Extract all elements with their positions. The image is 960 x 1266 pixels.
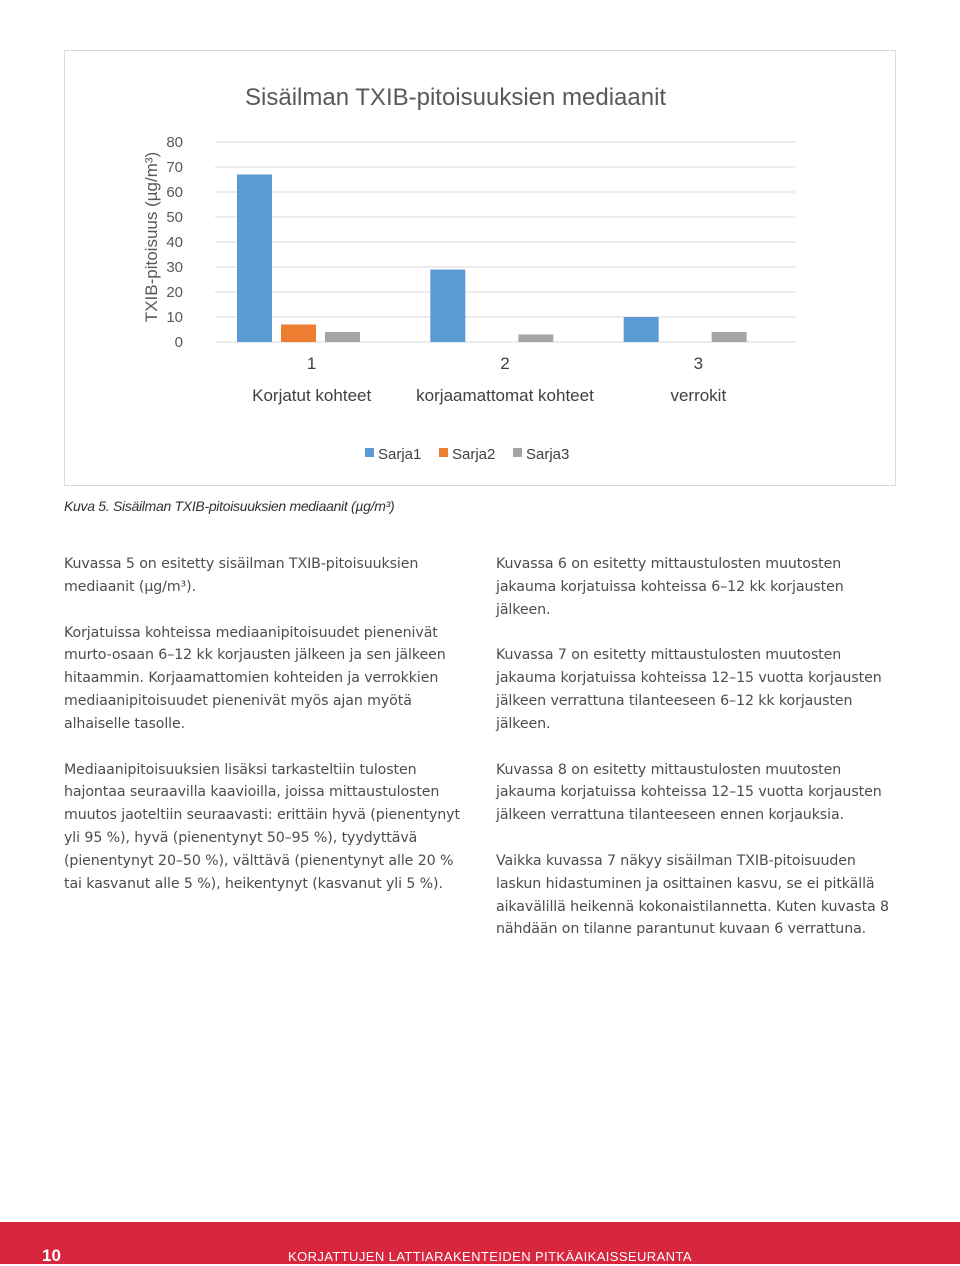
y-tick-label: 10 xyxy=(166,309,183,326)
legend-label: Sarja2 xyxy=(452,446,496,463)
legend-swatch-sarja3 xyxy=(513,448,522,457)
chart-title: Sisäilman TXIB-pitoisuuksien mediaanit xyxy=(245,84,667,111)
x-category-label: korjaamattomat kohteet xyxy=(416,386,594,405)
legend-swatch-sarja2 xyxy=(439,448,448,457)
y-tick-label: 50 xyxy=(166,209,183,226)
y-tick-labels xyxy=(166,134,183,351)
bar-sarja1-cat-1 xyxy=(237,175,272,343)
x-category-label: Korjatut kohteet xyxy=(252,386,372,405)
paragraph: Kuvassa 8 on esitetty mittaustulosten muutosten jakauma korjatuissa kohteissa 12–15 vuotta korjausten jälkeen verrattuna tilanteeseen ennen korjauksia. xyxy=(496,761,882,824)
y-tick-label: 60 xyxy=(166,184,183,201)
x-category-label: verrokit xyxy=(670,386,727,405)
legend-swatch-sarja1 xyxy=(365,448,374,457)
paragraph: Mediaanipitoisuuksien lisäksi tarkasteltiin tulosten hajontaa seuraavilla kaavioilla, joissa mittaustulosten muutos jaoteltiin seuraavasti: erittäin hyvä (pienentynyt yli 95 %), hyvä (pienentynyt 50–95 %), tyydyttävä (pienentynyt 20–50 %), välttävä (pienentynyt alle 20 % tai kasvanut alle 5 %), heikentynyt (kasvanut yli 5 %). xyxy=(64,761,460,892)
legend xyxy=(365,446,569,463)
chart-container xyxy=(64,50,896,486)
publication-title: KORJATTUJEN LATTIARAKENTEIDEN PITKÄAIKAISSEURANTA xyxy=(288,1249,692,1264)
paragraph: Kuvassa 7 on esitetty mittaustulosten muutosten jakauma korjatuissa kohteissa 12–15 vuotta korjausten jälkeen verrattuna tilanteeseen 6–12 kk korjausten jälkeen. xyxy=(496,647,882,732)
paragraph: Korjatuissa kohteissa mediaanipitoisuudet pienenivät murto-osaan 6–12 kk korjausten jälkeen ja sen jälkeen hitaammin. Korjaamattomien kohteiden ja verrokkien mediaanipitoisuudet pienenivät myös ajan myötä alhaiselle tasolle. xyxy=(64,624,446,732)
y-axis-label: TXIB-pitoisuus (µg/m³) xyxy=(142,151,161,323)
x-tick-label: 1 xyxy=(306,354,317,373)
legend-label: Sarja3 xyxy=(526,446,570,463)
left-text-column xyxy=(64,553,464,918)
gridlines xyxy=(215,142,795,342)
bar-sarja1-cat-2 xyxy=(430,270,465,343)
bar-sarja2-cat-1 xyxy=(281,325,316,343)
x-category-labels xyxy=(252,354,726,405)
bar-chart xyxy=(65,51,897,487)
legend-label: Sarja1 xyxy=(378,446,422,463)
y-tick-label: 30 xyxy=(166,259,183,276)
bar-sarja3-cat-3 xyxy=(712,332,747,342)
paragraph: Kuvassa 5 on esitetty sisäilman TXIB-pitoisuuksien mediaanit (µg/m³). xyxy=(64,556,419,595)
y-tick-label: 70 xyxy=(166,159,183,176)
bar-sarja1-cat-3 xyxy=(624,317,659,342)
x-tick-label: 3 xyxy=(693,354,704,373)
x-tick-label: 2 xyxy=(500,354,510,373)
paragraph: Kuvassa 6 on esitetty mittaustulosten muutosten jakauma korjatuissa kohteissa 6–12 kk korjausten jälkeen. xyxy=(496,556,844,618)
page-number: 10 xyxy=(42,1246,61,1265)
bar-sarja3-cat-2 xyxy=(518,335,553,343)
y-tick-label: 40 xyxy=(166,234,183,251)
bar-sarja3-cat-1 xyxy=(325,332,360,342)
y-tick-label: 0 xyxy=(174,334,183,351)
figure-caption: Kuva 5. Sisäilman TXIB-pitoisuuksien mediaanit (µg/m³) xyxy=(64,498,395,514)
y-tick-label: 80 xyxy=(166,134,183,151)
paragraph: Vaikka kuvassa 7 näkyy sisäilman TXIB-pitoisuuden laskun hidastuminen ja osittainen kasvu, se ei pitkällä aikavälillä heikennä kokonaistilannetta. Kuten kuvasta 8 nähdään on tilanne parantunut kuvaan 6 verrattuna. xyxy=(496,852,889,938)
y-tick-label: 20 xyxy=(166,284,183,301)
right-text-column xyxy=(496,553,896,964)
page-footer xyxy=(0,1222,960,1264)
